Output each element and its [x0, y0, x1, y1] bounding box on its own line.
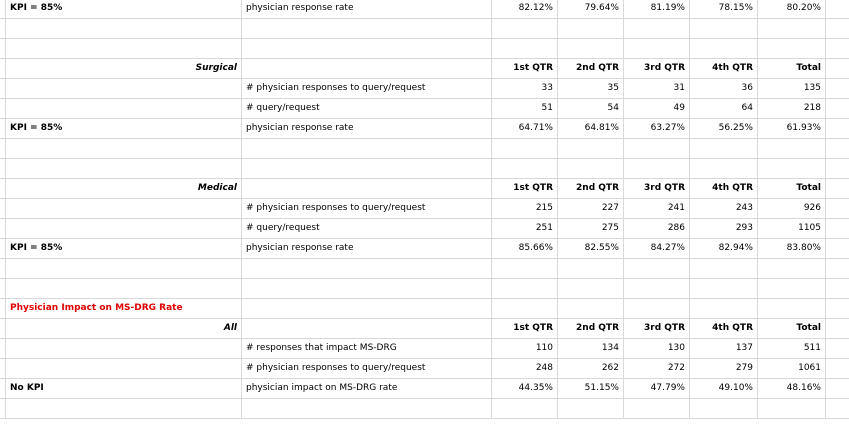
table-row [0, 199, 849, 219]
q4-cell[interactable]: 56.25% [690, 119, 758, 138]
q2-cell[interactable] [558, 399, 624, 418]
q1-cell[interactable] [492, 279, 558, 298]
table-row [0, 319, 849, 339]
extra-cell[interactable] [826, 239, 849, 258]
q3-cell[interactable] [624, 39, 690, 58]
q3-cell[interactable] [624, 279, 690, 298]
q4-cell[interactable]: 4th QTR [690, 179, 758, 198]
q3-cell[interactable]: 3rd QTR [624, 59, 690, 78]
metric-description[interactable] [242, 299, 492, 318]
total-cell[interactable] [758, 279, 826, 298]
kpi-label[interactable] [6, 219, 242, 238]
total-cell[interactable]: Total [758, 59, 826, 78]
extra-cell[interactable] [826, 59, 849, 78]
q1-cell[interactable]: 215 [492, 199, 558, 218]
q1-cell[interactable]: 44.35% [492, 379, 558, 398]
q2-cell[interactable]: 134 [558, 339, 624, 358]
q3-cell[interactable]: 272 [624, 359, 690, 378]
extra-cell[interactable] [826, 359, 849, 378]
q3-cell[interactable]: 3rd QTR [624, 179, 690, 198]
extra-cell[interactable] [826, 0, 849, 18]
extra-cell[interactable] [826, 39, 849, 58]
q4-cell[interactable] [690, 159, 758, 178]
q2-cell[interactable] [558, 139, 624, 158]
total-cell[interactable] [758, 39, 826, 58]
extra-cell[interactable] [826, 199, 849, 218]
metric-description[interactable] [242, 179, 492, 198]
total-cell[interactable] [758, 299, 826, 318]
table-row [0, 359, 849, 379]
q1-cell[interactable]: 251 [492, 219, 558, 238]
extra-cell[interactable] [826, 279, 849, 298]
total-cell[interactable]: 926 [758, 199, 826, 218]
q4-cell[interactable]: 243 [690, 199, 758, 218]
kpi-label[interactable] [6, 39, 242, 58]
q3-cell[interactable] [624, 399, 690, 418]
extra-cell[interactable] [826, 179, 849, 198]
extra-cell[interactable] [826, 399, 849, 418]
table-row [0, 39, 849, 59]
q4-cell[interactable] [690, 279, 758, 298]
extra-cell[interactable] [826, 79, 849, 98]
q1-cell[interactable] [492, 399, 558, 418]
q4-cell[interactable]: 4th QTR [690, 319, 758, 338]
metric-description[interactable]: # query/request [242, 219, 492, 238]
q3-cell[interactable]: 3rd QTR [624, 319, 690, 338]
extra-cell[interactable] [826, 139, 849, 158]
total-cell[interactable]: 218 [758, 99, 826, 118]
q4-cell[interactable]: 78.15% [690, 0, 758, 18]
q4-cell[interactable] [690, 19, 758, 38]
q2-cell[interactable]: 79.64% [558, 0, 624, 18]
kpi-label[interactable] [6, 339, 242, 358]
kpi-label[interactable] [6, 19, 242, 38]
q2-cell[interactable] [558, 159, 624, 178]
metric-description[interactable] [242, 279, 492, 298]
q3-cell[interactable] [624, 19, 690, 38]
section-name[interactable]: Medical [6, 179, 242, 198]
table-row [0, 159, 849, 179]
q4-cell[interactable] [690, 299, 758, 318]
table-row [0, 59, 849, 79]
table-row [0, 119, 849, 139]
q3-cell[interactable]: 241 [624, 199, 690, 218]
extra-cell[interactable] [826, 219, 849, 238]
total-cell[interactable] [758, 139, 826, 158]
q1-cell[interactable]: 1st QTR [492, 59, 558, 78]
q1-cell[interactable] [492, 19, 558, 38]
table-row [0, 239, 849, 259]
table-row [0, 139, 849, 159]
kpi-label[interactable] [6, 199, 242, 218]
q3-cell[interactable] [624, 299, 690, 318]
extra-cell[interactable] [826, 159, 849, 178]
q2-cell[interactable]: 2nd QTR [558, 59, 624, 78]
kpi-label[interactable]: KPI = 85% [6, 239, 242, 258]
metric-description[interactable] [242, 159, 492, 178]
table-row [0, 399, 849, 419]
total-cell[interactable] [758, 159, 826, 178]
q4-cell[interactable]: 4th QTR [690, 59, 758, 78]
section-name[interactable]: Surgical [6, 59, 242, 78]
q1-cell[interactable] [492, 39, 558, 58]
metric-description[interactable]: physician response rate [242, 0, 492, 18]
q3-cell[interactable] [624, 159, 690, 178]
q1-cell[interactable] [492, 259, 558, 278]
kpi-label[interactable] [6, 259, 242, 278]
total-cell[interactable]: 83.80% [758, 239, 826, 258]
total-cell[interactable]: 1105 [758, 219, 826, 238]
q3-cell[interactable]: 47.79% [624, 379, 690, 398]
q1-cell[interactable]: 1st QTR [492, 179, 558, 198]
table-row [0, 179, 849, 199]
total-cell[interactable] [758, 19, 826, 38]
table-row [0, 0, 849, 19]
extra-cell[interactable] [826, 379, 849, 398]
q4-cell[interactable]: 49.10% [690, 379, 758, 398]
q2-cell[interactable]: 275 [558, 219, 624, 238]
kpi-label[interactable] [6, 79, 242, 98]
extra-cell[interactable] [826, 99, 849, 118]
kpi-label[interactable] [6, 99, 242, 118]
kpi-label[interactable] [6, 279, 242, 298]
table-row [0, 339, 849, 359]
q2-cell[interactable]: 2nd QTR [558, 179, 624, 198]
table-row [0, 79, 849, 99]
q2-cell[interactable]: 82.55% [558, 239, 624, 258]
table-row [0, 259, 849, 279]
total-cell[interactable]: 1061 [758, 359, 826, 378]
q4-cell[interactable]: 64 [690, 99, 758, 118]
q2-cell[interactable] [558, 279, 624, 298]
q1-cell[interactable] [492, 159, 558, 178]
q1-cell[interactable]: 82.12% [492, 0, 558, 18]
metric-description[interactable] [242, 319, 492, 338]
kpi-label[interactable] [6, 159, 242, 178]
metric-description[interactable]: physician response rate [242, 239, 492, 258]
total-cell[interactable]: 80.20% [758, 0, 826, 18]
q2-cell[interactable] [558, 19, 624, 38]
q4-cell[interactable] [690, 259, 758, 278]
metric-description[interactable] [242, 259, 492, 278]
q3-cell[interactable]: 49 [624, 99, 690, 118]
q3-cell[interactable]: 286 [624, 219, 690, 238]
section-title[interactable]: Physician Impact on MS-DRG Rate [6, 299, 242, 318]
q3-cell[interactable] [624, 139, 690, 158]
extra-cell[interactable] [826, 119, 849, 138]
kpi-label[interactable] [6, 139, 242, 158]
metric-description[interactable]: # physician responses to query/request [242, 359, 492, 378]
table-row [0, 379, 849, 399]
q4-cell[interactable] [690, 139, 758, 158]
q1-cell[interactable]: 33 [492, 79, 558, 98]
table-row [0, 279, 849, 299]
kpi-label[interactable]: No KPI [6, 379, 242, 398]
extra-cell[interactable] [826, 259, 849, 278]
table-row [0, 219, 849, 239]
kpi-label[interactable] [6, 399, 242, 418]
q2-cell[interactable]: 64.81% [558, 119, 624, 138]
kpi-label[interactable]: KPI = 85% [6, 0, 242, 18]
total-cell[interactable]: 135 [758, 79, 826, 98]
q2-cell[interactable]: 35 [558, 79, 624, 98]
table-row [0, 19, 849, 39]
q2-cell[interactable]: 51.15% [558, 379, 624, 398]
extra-cell[interactable] [826, 19, 849, 38]
extra-cell[interactable] [826, 319, 849, 338]
q1-cell[interactable] [492, 299, 558, 318]
q3-cell[interactable]: 130 [624, 339, 690, 358]
metric-description[interactable]: # responses that impact MS-DRG [242, 339, 492, 358]
q4-cell[interactable] [690, 39, 758, 58]
metric-description[interactable] [242, 59, 492, 78]
q1-cell[interactable]: 64.71% [492, 119, 558, 138]
kpi-label[interactable] [6, 359, 242, 378]
q1-cell[interactable]: 110 [492, 339, 558, 358]
extra-cell[interactable] [826, 339, 849, 358]
q4-cell[interactable]: 137 [690, 339, 758, 358]
q3-cell[interactable]: 81.19% [624, 0, 690, 18]
q4-cell[interactable]: 279 [690, 359, 758, 378]
q2-cell[interactable]: 2nd QTR [558, 319, 624, 338]
total-cell[interactable] [758, 399, 826, 418]
total-cell[interactable]: 511 [758, 339, 826, 358]
q1-cell[interactable] [492, 139, 558, 158]
q1-cell[interactable]: 248 [492, 359, 558, 378]
extra-cell[interactable] [826, 299, 849, 318]
metric-description[interactable] [242, 19, 492, 38]
section-name[interactable]: All [6, 319, 242, 338]
q2-cell[interactable] [558, 299, 624, 318]
total-cell[interactable]: Total [758, 179, 826, 198]
metric-description[interactable]: # physician responses to query/request [242, 79, 492, 98]
q2-cell[interactable] [558, 259, 624, 278]
metric-description[interactable] [242, 399, 492, 418]
table-row [0, 299, 849, 319]
q2-cell[interactable]: 54 [558, 99, 624, 118]
q3-cell[interactable]: 31 [624, 79, 690, 98]
table-row [0, 99, 849, 119]
kpi-label[interactable]: KPI = 85% [6, 119, 242, 138]
metric-description[interactable]: physician response rate [242, 119, 492, 138]
q3-cell[interactable]: 84.27% [624, 239, 690, 258]
q1-cell[interactable]: 85.66% [492, 239, 558, 258]
total-cell[interactable]: 61.93% [758, 119, 826, 138]
q2-cell[interactable] [558, 39, 624, 58]
q4-cell[interactable]: 293 [690, 219, 758, 238]
total-cell[interactable] [758, 259, 826, 278]
q2-cell[interactable]: 227 [558, 199, 624, 218]
q2-cell[interactable]: 262 [558, 359, 624, 378]
metric-description[interactable]: physician impact on MS-DRG rate [242, 379, 492, 398]
total-cell[interactable]: Total [758, 319, 826, 338]
q3-cell[interactable] [624, 259, 690, 278]
total-cell[interactable]: 48.16% [758, 379, 826, 398]
q4-cell[interactable]: 36 [690, 79, 758, 98]
metric-description[interactable]: # query/request [242, 99, 492, 118]
q1-cell[interactable]: 51 [492, 99, 558, 118]
metric-description[interactable]: # physician responses to query/request [242, 199, 492, 218]
metric-description[interactable] [242, 39, 492, 58]
metric-description[interactable] [242, 139, 492, 158]
q4-cell[interactable] [690, 399, 758, 418]
q1-cell[interactable]: 1st QTR [492, 319, 558, 338]
q3-cell[interactable]: 63.27% [624, 119, 690, 138]
q4-cell[interactable]: 82.94% [690, 239, 758, 258]
